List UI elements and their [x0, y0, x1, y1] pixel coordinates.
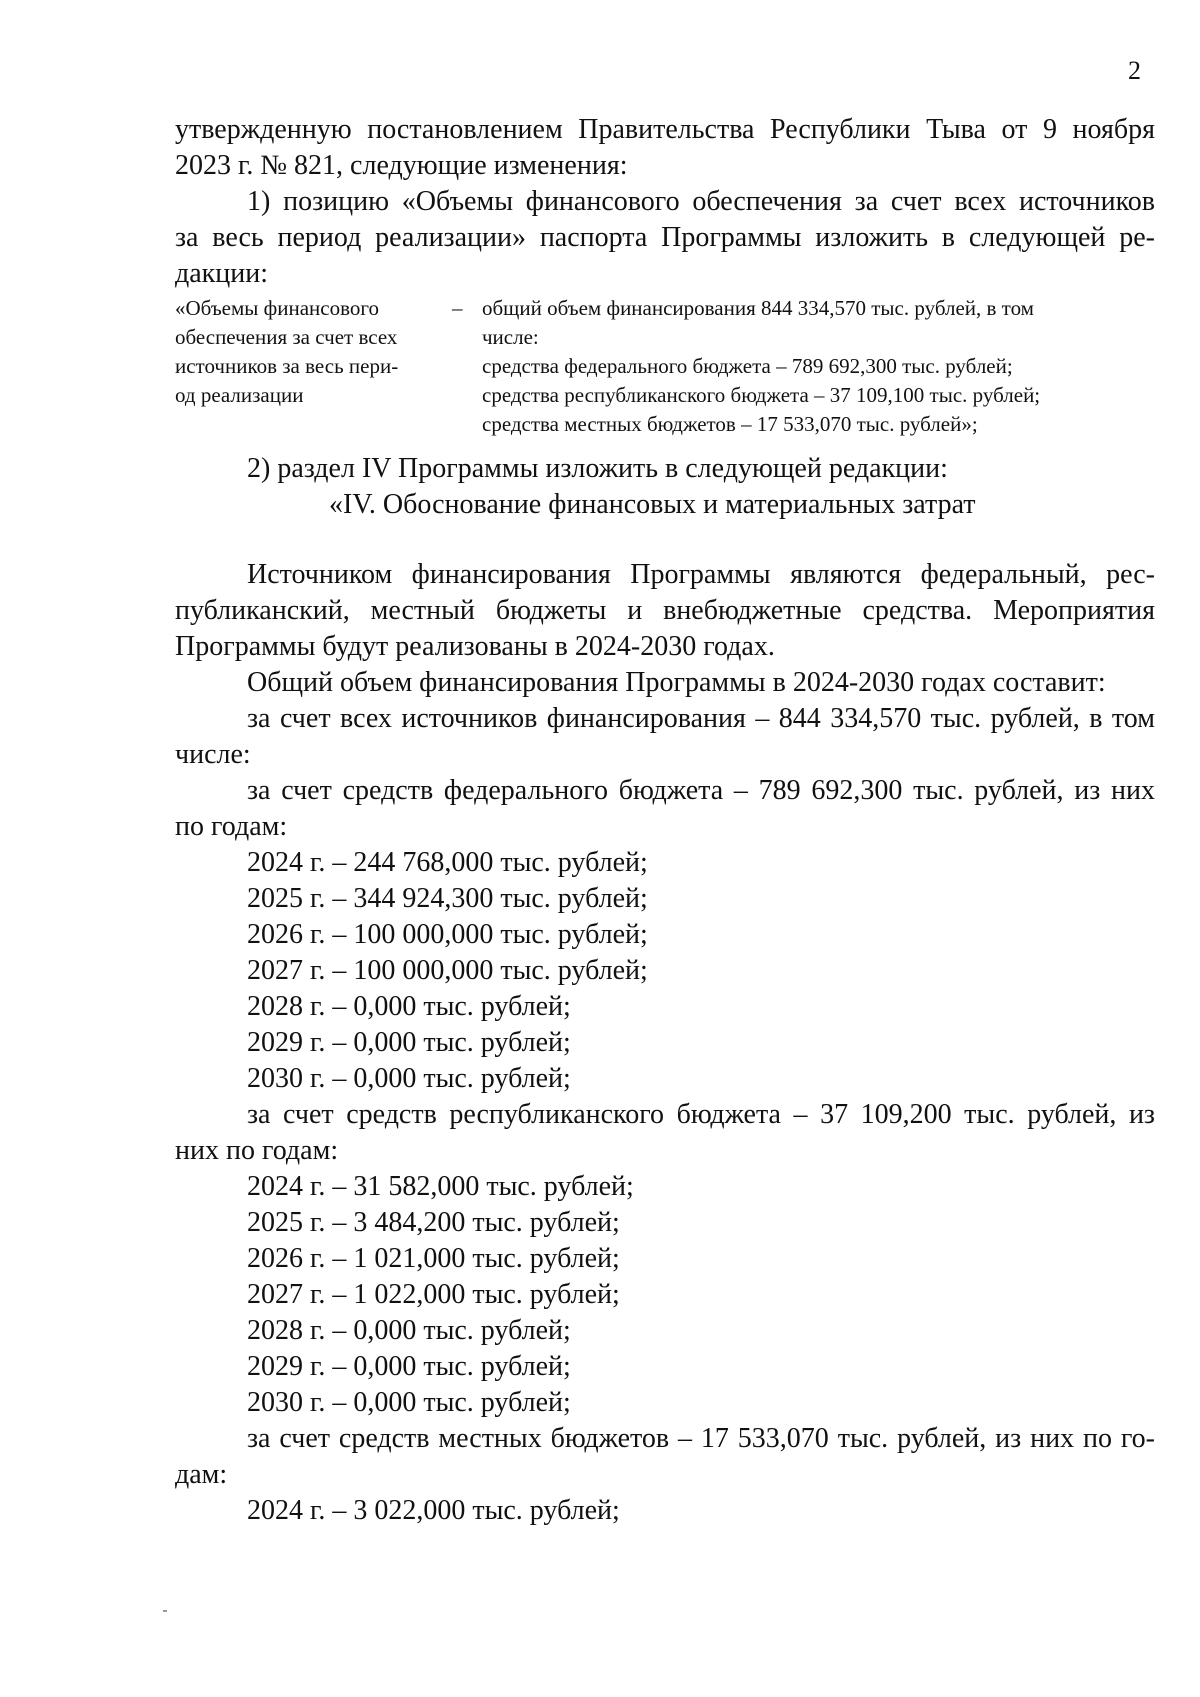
- passport-left-line: источников за весь пери-: [175, 354, 399, 378]
- paragraph-line: Источником финансирования Программы являются федеральный, рес-: [247, 559, 1155, 590]
- intro-line-2: 2023 г. № 821, следующие изменения:: [175, 150, 628, 181]
- republican-year-item: 2029 г. – 0,000 тыс. рублей;: [247, 1351, 571, 1382]
- passport-right-column: [482, 294, 1152, 439]
- page-number: 2: [1128, 56, 1141, 85]
- passport-right-line: средства местных бюджетов – 17 533,070 тыс. рублей»;: [482, 412, 978, 436]
- federal-year-item: 2027 г. – 100 000,000 тыс. рублей;: [247, 955, 648, 986]
- passport-dash: –: [452, 296, 463, 320]
- item1-line-1: 1) позицию «Объемы финансового обеспечения за счет всех источников: [247, 186, 1155, 217]
- local-line-1: за счет средств местных бюджетов – 17 533,070 тыс. рублей, из них по го-: [247, 1423, 1155, 1454]
- local-line-2: дам:: [175, 1459, 228, 1490]
- paragraph-line: Общий объем финансирования Программы в 2024-2030 годах составит:: [247, 667, 1106, 698]
- republican-year-item: 2027 г. – 1 022,000 тыс. рублей;: [247, 1279, 620, 1310]
- passport-left-column: [175, 294, 450, 439]
- local-year-item: 2024 г. – 3 022,000 тыс. рублей;: [247, 1495, 620, 1526]
- federal-line-1: за счет средств федерального бюджета – 789 692,300 тыс. рублей, из них: [247, 775, 1155, 806]
- item1-line-3: дакции:: [175, 258, 269, 289]
- passport-left-line: «Объемы финансового: [175, 296, 379, 320]
- republican-year-item: 2030 г. – 0,000 тыс. рублей;: [247, 1387, 571, 1418]
- item2-line: 2) раздел IV Программы изложить в следующей редакции:: [247, 453, 948, 484]
- federal-year-item: 2024 г. – 244 768,000 тыс. рублей;: [247, 847, 648, 878]
- republican-year-item: 2025 г. – 3 484,200 тыс. рублей;: [247, 1207, 620, 1238]
- republican-year-item: 2026 г. – 1 021,000 тыс. рублей;: [247, 1243, 620, 1274]
- federal-year-item: 2026 г. – 100 000,000 тыс. рублей;: [247, 919, 648, 950]
- republican-line-1: за счет средств республиканского бюджета – 37 109,200 тыс. рублей, из: [247, 1099, 1155, 1130]
- passport-right-line: числе:: [482, 325, 539, 349]
- passport-left-line: од реализации: [175, 383, 304, 407]
- federal-year-item: 2025 г. – 344 924,300 тыс. рублей;: [247, 883, 648, 914]
- passport-left-line: обеспечения за счет всех: [175, 325, 398, 349]
- item1-line-2: за весь период реализации» паспорта Программы изложить в следующей ре-: [175, 222, 1155, 253]
- all-sources-line-1: за счет всех источников финансирования – 844 334,570 тыс. рублей, в том: [247, 703, 1155, 734]
- passport-table: [175, 294, 1155, 439]
- federal-year-item: 2030 г. – 0,000 тыс. рублей;: [247, 1063, 571, 1094]
- republican-year-item: 2028 г. – 0,000 тыс. рублей;: [247, 1315, 571, 1346]
- section-title: «IV. Обоснование финансовых и материальных затрат: [329, 489, 976, 520]
- document-body: [175, 112, 1155, 1529]
- paragraph-line: Программы будут реализованы в 2024-2030 годах.: [175, 631, 775, 662]
- federal-line-2: по годам:: [175, 811, 288, 842]
- passport-right-line: средства федерального бюджета – 789 692,300 тыс. рублей;: [482, 354, 1013, 378]
- republican-line-2: них по годам:: [175, 1135, 339, 1166]
- passport-right-line: общий объем финансирования 844 334,570 тыс. рублей, в том: [482, 296, 1034, 320]
- paragraph-line: публиканский, местный бюджеты и внебюджетные средства. Мероприятия: [175, 595, 1155, 626]
- federal-year-item: 2028 г. – 0,000 тыс. рублей;: [247, 991, 571, 1022]
- scan-speck: [163, 1610, 167, 1612]
- federal-year-item: 2029 г. – 0,000 тыс. рублей;: [247, 1027, 571, 1058]
- republican-year-item: 2024 г. – 31 582,000 тыс. рублей;: [247, 1171, 634, 1202]
- intro-line-1: утвержденную постановлением Правительства Республики Тыва от 9 ноября: [175, 114, 1155, 145]
- all-sources-line-2: числе:: [175, 739, 251, 770]
- passport-right-line: средства республиканского бюджета – 37 109,100 тыс. рублей;: [482, 383, 1041, 407]
